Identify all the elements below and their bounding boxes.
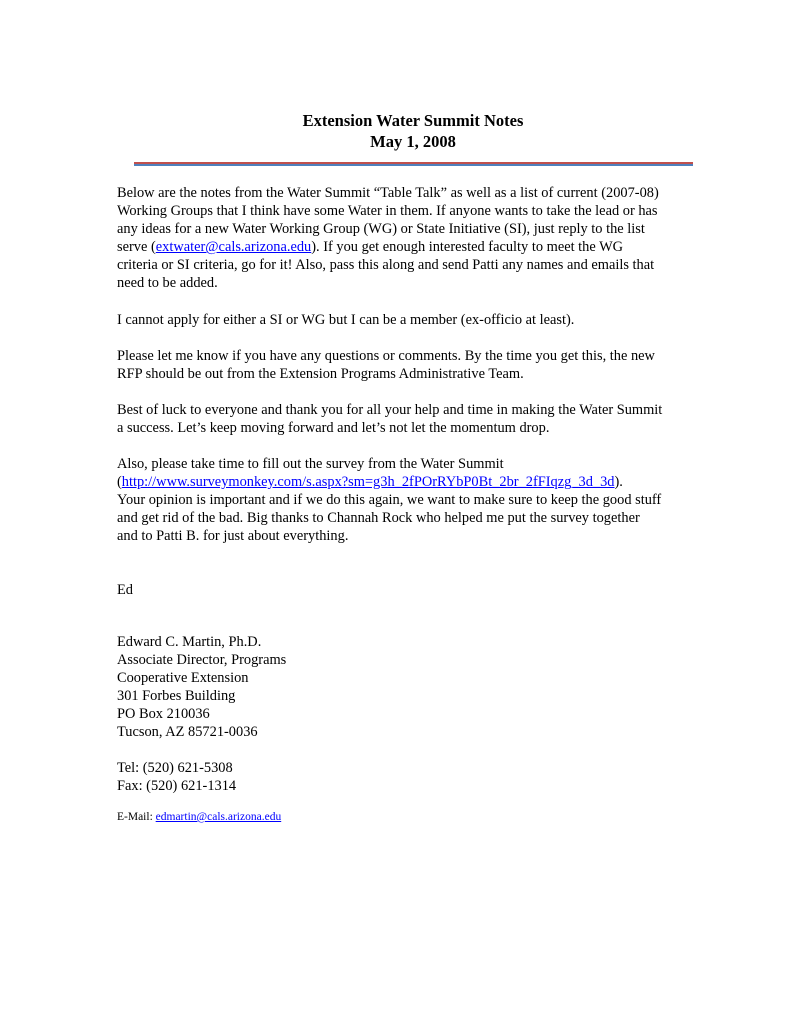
paragraph-1-line-3: any ideas for a new Water Working Group (WG) or State Initiative (SI), just reply to the list: [117, 221, 645, 237]
paragraph-1-line-1: Below are the notes from the Water Summit “Table Talk” as well as a list of current (2007-08): [117, 185, 659, 201]
signature-email-link[interactable]: edmartin@cals.arizona.edu: [155, 811, 282, 823]
paragraph-1-line-4: [117, 238, 623, 256]
paragraph-5-line-1: Also, please take time to fill out the survey from the Water Summit: [117, 456, 504, 472]
paragraph-4-line-1: Best of luck to everyone and thank you for all your help and time in making the Water Summit: [117, 402, 663, 418]
document-title: Extension Water Summit Notes: [302, 111, 524, 130]
signature-org: Cooperative Extension: [117, 670, 249, 686]
paragraph-4-line-2: a success. Let’s keep moving forward and let’s not let the momentum drop.: [117, 420, 550, 436]
title-block: [0, 110, 791, 152]
signature-building: 301 Forbes Building: [117, 688, 236, 704]
paragraph-3-line-1: Please let me know if you have any questions or comments. By the time you get this, the new: [117, 348, 655, 364]
paragraph-1-line-4-end: ). If you get enough interested faculty to meet the WG: [311, 239, 624, 255]
paragraph-1-line-6: need to be added.: [117, 275, 218, 291]
paragraph-5-line-3: Your opinion is important and if we do this again, we want to make sure to keep the good stuff: [117, 492, 662, 508]
paragraph-5-line-2-end: ).: [614, 474, 623, 490]
paragraph-5-line-4: and get rid of the bad. Big thanks to Channah Rock who helped me put the survey together: [117, 510, 640, 526]
survey-link[interactable]: http://www.surveymonkey.com/s.aspx?sm=g3h_2fPOrRYbP0Bt_2br_2fFIqzg_3d_3d: [121, 474, 615, 490]
document-date: May 1, 2008: [370, 132, 456, 151]
signature-name: Edward C. Martin, Ph.D.: [117, 634, 262, 650]
listserv-email-link[interactable]: extwater@cals.arizona.edu: [155, 239, 312, 255]
paragraph-5-line-2-start: (: [117, 474, 122, 490]
signature-tel: Tel: (520) 621-5308: [117, 760, 233, 776]
signoff: Ed: [117, 582, 133, 598]
paragraph-1-line-5: criteria or SI criteria, go for it! Also, pass this along and send Patti any names and emails that: [117, 257, 655, 273]
signature-fax: Fax: (520) 621-1314: [117, 778, 237, 794]
paragraph-5-line-5: and to Patti B. for just about everything.: [117, 528, 349, 544]
signature-position: Associate Director, Programs: [117, 652, 287, 668]
signature-pobox: PO Box 210036: [117, 706, 210, 722]
paragraph-1-line-2: Working Groups that I think have some Water in them. If anyone wants to take the lead or has: [117, 203, 658, 219]
signature-email-line: [117, 810, 281, 825]
paragraph-5-line-2: [117, 473, 623, 491]
paragraph-1-line-4-start: serve (: [117, 239, 156, 255]
divider-blue-line: [134, 164, 693, 166]
paragraph-3-line-2: RFP should be out from the Extension Programs Administrative Team.: [117, 366, 524, 382]
signature-city: Tucson, AZ 85721-0036: [117, 724, 258, 740]
email-label: E-Mail:: [117, 811, 156, 823]
paragraph-2: I cannot apply for either a SI or WG but I can be a member (ex-officio at least).: [117, 312, 575, 328]
title-divider: [134, 162, 693, 166]
